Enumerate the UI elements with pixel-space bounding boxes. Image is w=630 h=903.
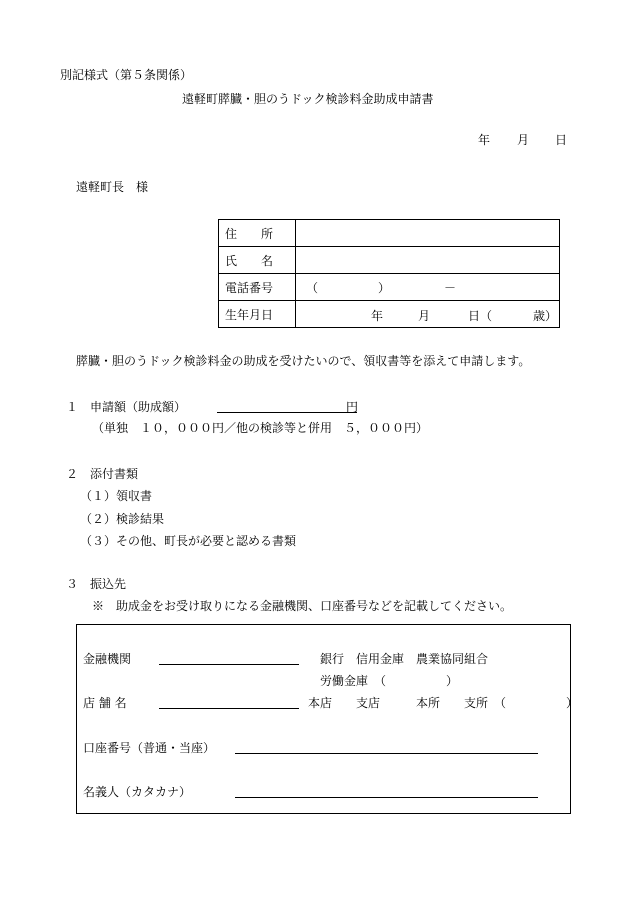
date-year: 年: [478, 133, 491, 147]
addressee: 遠軽町長 様: [76, 180, 149, 194]
holder-label: 名義人（カタカナ）: [83, 785, 192, 799]
phone-template: （ ） －: [306, 280, 457, 295]
phone-field[interactable]: [296, 274, 560, 301]
section2-heading: ２ 添付書類: [66, 467, 139, 481]
birth-label: 生年月日: [219, 301, 296, 328]
account-label: 口座番号（普通・当座）: [83, 741, 216, 755]
form-label: 別記様式（第５条関係）: [60, 68, 193, 82]
bank-label: 金融機関: [83, 652, 132, 666]
account-input-line[interactable]: [235, 753, 538, 754]
section3-heading: ３ 振込先: [66, 577, 127, 591]
page-title: 遠軽町膵臓・胆のうドック検診料金助成申請書: [182, 92, 434, 106]
attachment-item: （３）その他、町長が必要と認める書類: [80, 534, 297, 548]
phone-label: 電話番号: [219, 274, 296, 301]
branch-input-line[interactable]: [159, 708, 299, 709]
applicant-table: [218, 219, 560, 328]
yen-unit: 円: [346, 400, 359, 414]
birth-month: 月: [418, 309, 431, 323]
date-day: 日: [555, 133, 568, 147]
address-field[interactable]: [296, 220, 560, 247]
intro-text: 膵臓・胆のうドック検診料金の助成を受けたいので、領収書等を添えて申請します。: [76, 354, 531, 368]
attachment-item: （１）領収書: [80, 489, 153, 503]
address-label: 住 所: [219, 220, 296, 247]
section3-note: ※ 助成金をお受け取りになる金融機関、口座番号などを記載してください。: [92, 599, 513, 613]
branch-label: 店 舗 名: [83, 696, 127, 710]
branch-types: 本店 支店 本所 支所 （ ）: [308, 696, 579, 710]
bank-input-line[interactable]: [159, 664, 299, 665]
birth-day: 日（: [468, 309, 493, 323]
holder-input-line[interactable]: [235, 797, 538, 798]
name-label: 氏 名: [219, 247, 296, 274]
birth-year: 年: [371, 309, 384, 323]
date-month: 月: [517, 133, 530, 147]
attachment-item: （２）検診結果: [80, 512, 165, 526]
section1-note: （単独 １０，０００円／他の検診等と併用 ５，０００円）: [92, 421, 429, 435]
birth-age: 歳）: [533, 309, 558, 323]
amount-input-line[interactable]: [217, 412, 357, 413]
name-field[interactable]: [296, 247, 560, 274]
section1-heading: １ 申請額（助成額）: [66, 400, 187, 414]
birth-field[interactable]: [296, 301, 560, 328]
bank-types-2: 労働金庫 （ ）: [320, 674, 459, 688]
bank-types-1: 銀行 信用金庫 農業協同組合: [320, 652, 489, 666]
